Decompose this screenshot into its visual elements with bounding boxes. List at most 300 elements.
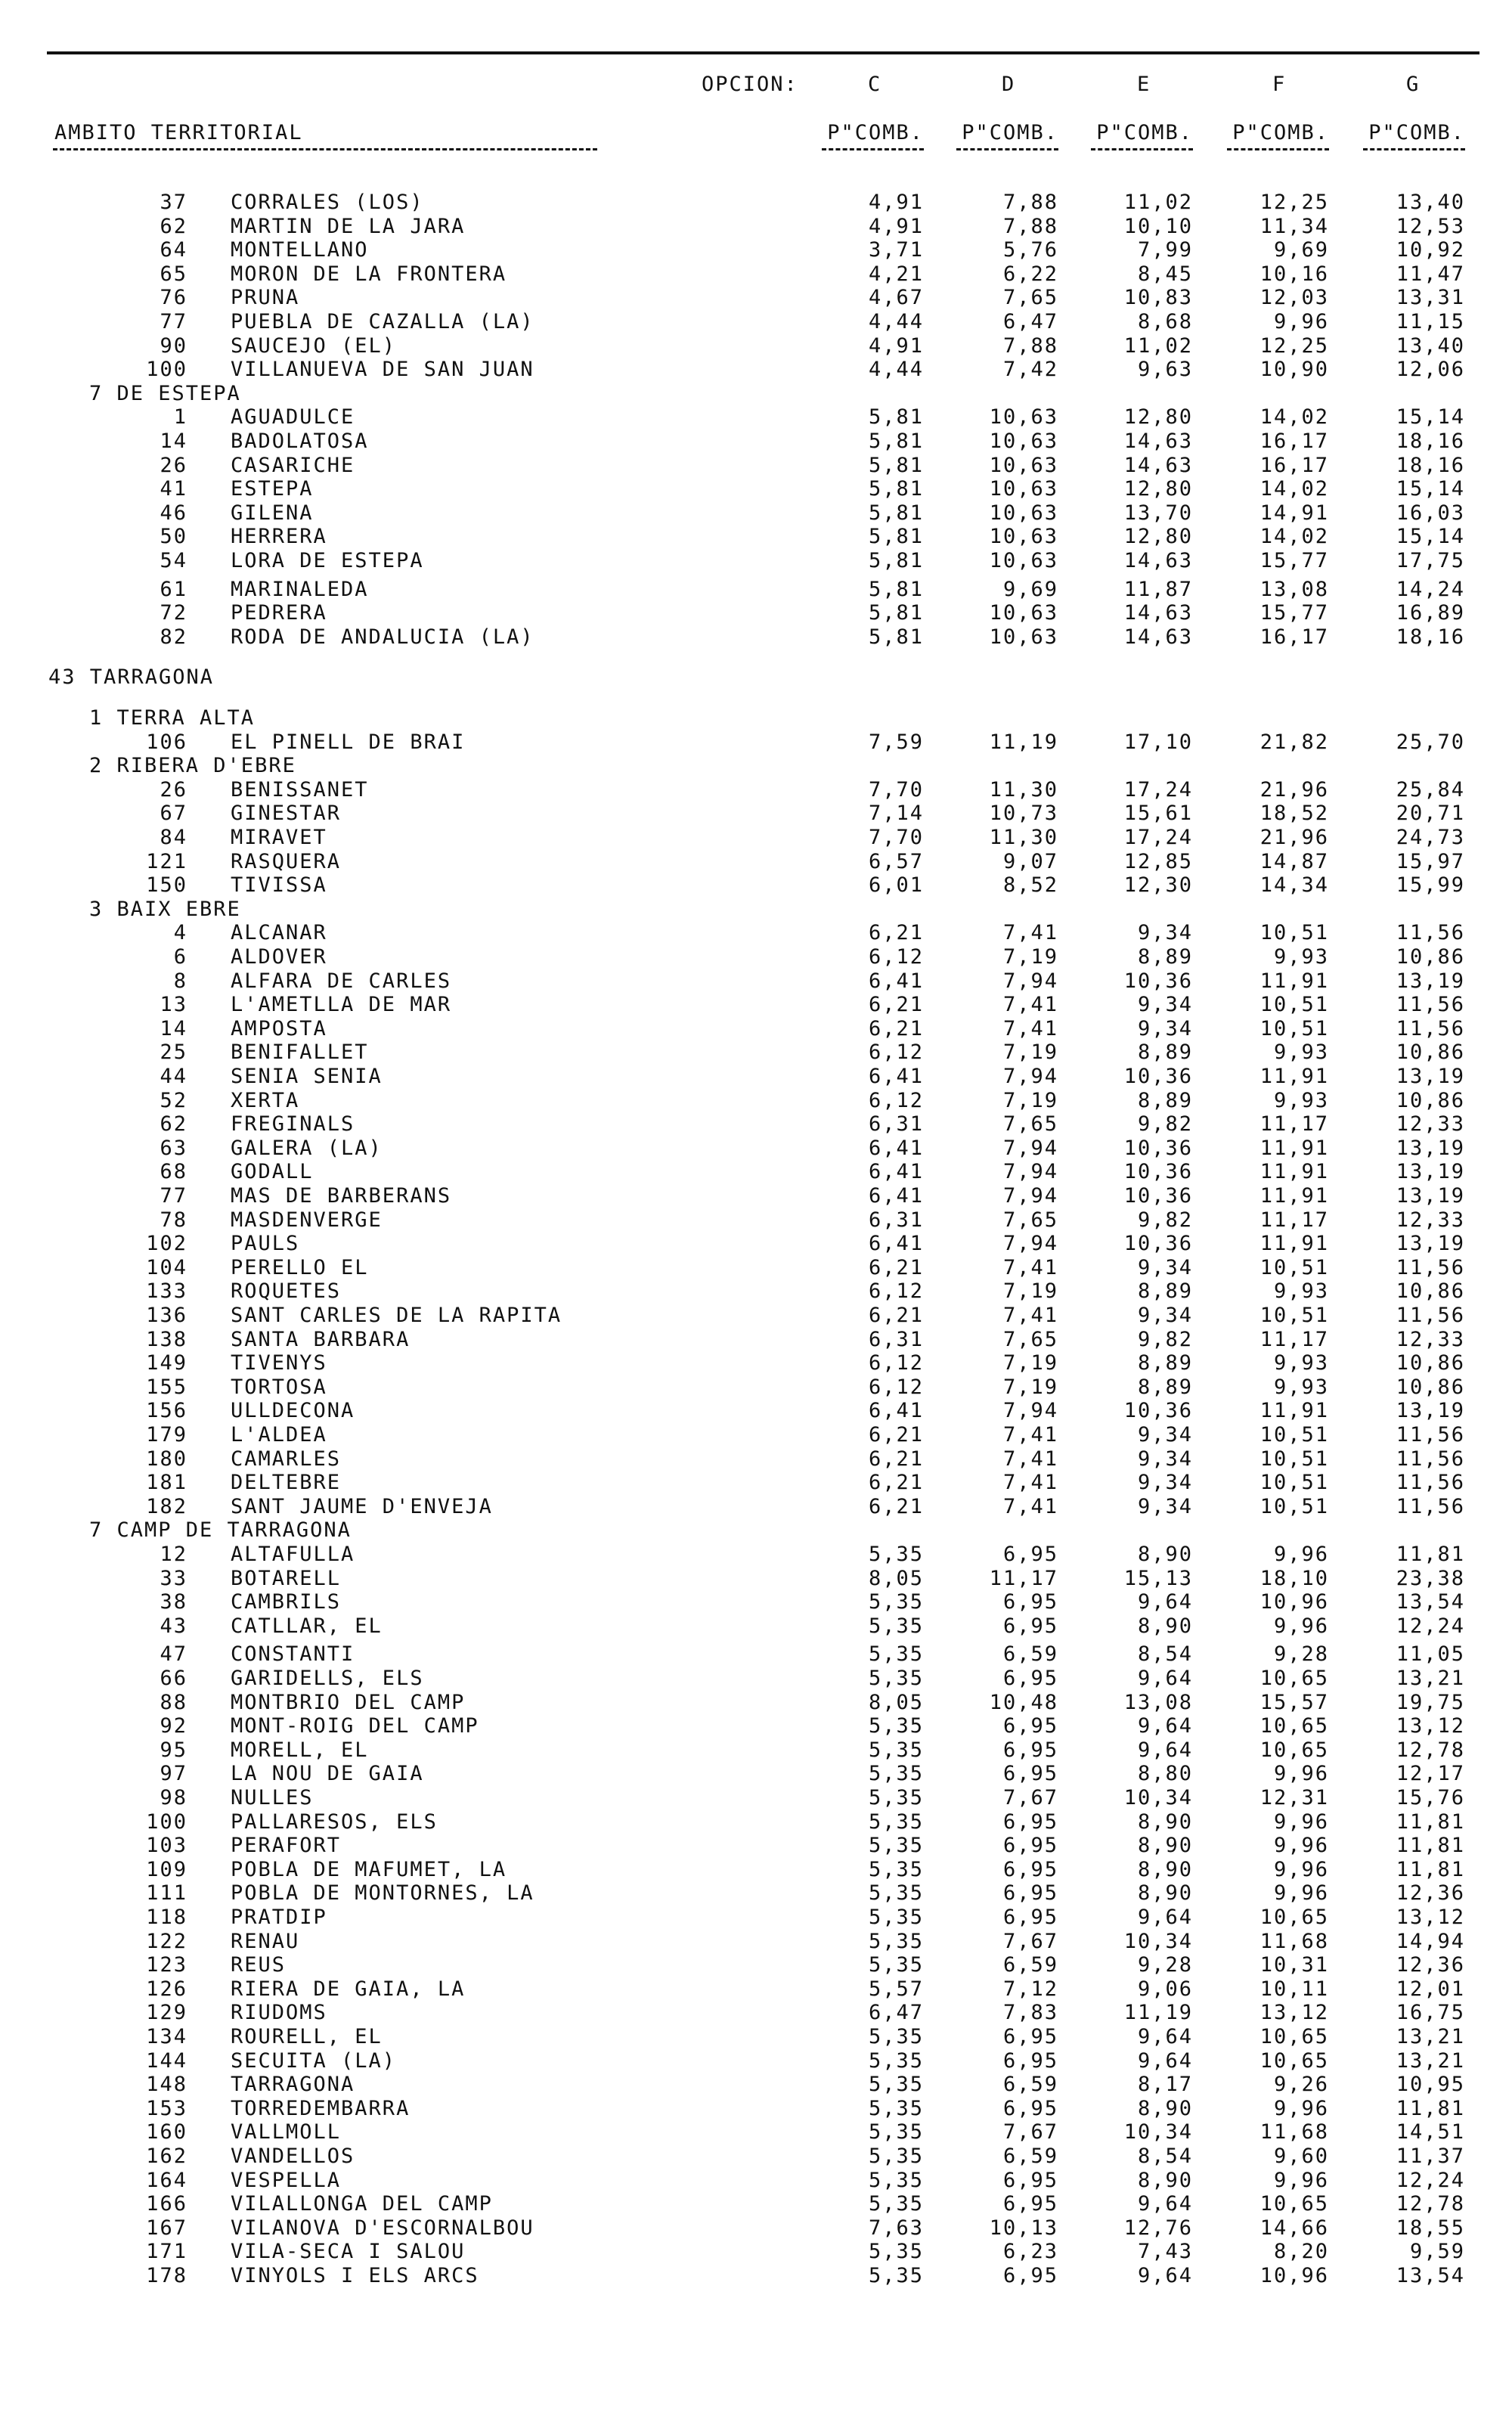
municipality-code: 123 [146, 1953, 187, 1977]
value-cell-e: 9,64 [1137, 2025, 1193, 2048]
value-cell-f: 9,26 [1273, 2073, 1329, 2097]
ambito-territorial-label: AMBITO TERRITORIAL [54, 121, 303, 144]
value-cell-e: 11,02 [1123, 333, 1193, 358]
value-cell-g: 11,56 [1396, 921, 1465, 945]
municipality-name: PALLARESOS, ELS [231, 1810, 438, 1834]
value-cell-d: 7,19 [1002, 1351, 1058, 1375]
value-cell-e: 9,82 [1137, 1208, 1193, 1232]
value-cell-d: 6,59 [1002, 2073, 1058, 2097]
municipality-code: 103 [146, 1834, 187, 1858]
value-cell-d: 10,63 [989, 525, 1058, 549]
value-cell-g: 13,19 [1396, 1136, 1465, 1160]
municipality-name: ALTAFULLA [231, 1543, 355, 1566]
municipality-code: 155 [146, 1375, 187, 1399]
municipality-name: RENAU [231, 1929, 300, 1953]
municipality-code: 149 [146, 1351, 187, 1375]
value-cell-f: 14,02 [1259, 405, 1329, 430]
column-underline [822, 148, 924, 150]
value-cell-d: 11,17 [989, 1566, 1058, 1590]
value-cell-f: 21,96 [1259, 777, 1329, 802]
value-cell-g: 19,75 [1396, 1690, 1465, 1714]
value-cell-d: 7,41 [1002, 1304, 1058, 1327]
value-cell-c: 6,21 [868, 993, 924, 1017]
value-cell-f: 21,96 [1259, 826, 1329, 849]
value-cell-c: 6,12 [868, 1040, 924, 1065]
value-cell-c: 5,35 [868, 2144, 924, 2168]
municipality-code: 43 [160, 1614, 187, 1638]
value-cell-c: 5,81 [868, 405, 924, 430]
option-header-d: D [1002, 73, 1016, 96]
municipality-name: MONT-ROIG DEL CAMP [231, 1714, 479, 1738]
value-cell-f: 9,60 [1273, 2144, 1329, 2168]
value-cell-f: 12,25 [1259, 333, 1329, 358]
value-cell-g: 13,12 [1396, 1714, 1465, 1738]
value-cell-g: 13,19 [1396, 1399, 1465, 1423]
value-cell-g: 18,55 [1396, 2216, 1465, 2240]
value-cell-c: 5,35 [868, 2240, 924, 2264]
value-cell-d: 6,95 [1002, 1543, 1058, 1566]
value-cell-d: 6,95 [1002, 1906, 1058, 1929]
value-cell-e: 9,06 [1137, 1977, 1193, 2001]
value-cell-f: 9,96 [1273, 1762, 1329, 1786]
value-cell-e: 9,34 [1137, 1423, 1193, 1447]
municipality-name: MONTBRIO DEL CAMP [231, 1690, 466, 1714]
municipality-code: 90 [160, 333, 187, 358]
value-cell-e: 8,89 [1137, 1040, 1193, 1065]
municipality-name: BOTARELL [231, 1566, 342, 1590]
province-heading: 43 TARRAGONA [48, 665, 215, 690]
value-cell-e: 7,43 [1137, 2240, 1193, 2264]
value-cell-c: 5,35 [868, 2264, 924, 2287]
municipality-code: 77 [160, 1184, 187, 1208]
value-cell-g: 18,16 [1396, 430, 1465, 453]
municipality-code: 106 [146, 730, 187, 754]
value-cell-c: 7,63 [868, 2216, 924, 2240]
value-cell-d: 8,52 [1002, 873, 1058, 898]
value-cell-f: 14,34 [1259, 873, 1329, 898]
municipality-name: CORRALES (LOS) [231, 191, 424, 214]
value-cell-c: 5,81 [868, 477, 924, 501]
value-cell-g: 11,56 [1396, 1471, 1465, 1495]
municipality-name: NULLES [231, 1786, 314, 1810]
municipality-code: 14 [160, 430, 187, 453]
value-cell-d: 7,19 [1002, 1040, 1058, 1065]
municipality-name: TORREDEMBARRA [231, 2096, 411, 2120]
value-cell-f: 11,34 [1259, 214, 1329, 238]
municipality-code: 181 [146, 1471, 187, 1495]
value-cell-f: 14,02 [1259, 477, 1329, 501]
value-cell-c: 6,41 [868, 1232, 924, 1256]
municipality-name: AGUADULCE [231, 405, 355, 430]
value-cell-c: 6,21 [868, 1471, 924, 1495]
value-cell-g: 15,97 [1396, 849, 1465, 873]
municipality-name: SAUCEJO (EL) [231, 333, 397, 358]
municipality-code: 72 [160, 601, 187, 625]
value-cell-c: 6,21 [868, 1255, 924, 1279]
value-cell-e: 15,61 [1123, 802, 1193, 826]
municipality-code: 136 [146, 1304, 187, 1327]
value-cell-g: 10,92 [1396, 238, 1465, 262]
value-cell-e: 8,89 [1137, 1375, 1193, 1399]
value-cell-g: 25,84 [1396, 777, 1465, 802]
value-cell-c: 4,91 [868, 191, 924, 214]
municipality-code: 129 [146, 2001, 187, 2025]
value-cell-d: 7,41 [1002, 1255, 1058, 1279]
value-cell-g: 16,89 [1396, 601, 1465, 625]
value-cell-g: 13,31 [1396, 286, 1465, 310]
value-cell-e: 8,89 [1137, 1088, 1193, 1112]
municipality-code: 95 [160, 1738, 187, 1762]
value-cell-g: 12,06 [1396, 358, 1465, 382]
municipality-code: 148 [146, 2073, 187, 2097]
value-cell-d: 6,95 [1002, 2264, 1058, 2287]
value-cell-d: 7,65 [1002, 286, 1058, 310]
value-cell-c: 5,35 [868, 2096, 924, 2120]
value-cell-d: 7,19 [1002, 1088, 1058, 1112]
municipality-name: PRUNA [231, 286, 300, 310]
value-cell-g: 11,81 [1396, 1543, 1465, 1566]
option-header-f: F [1272, 73, 1287, 96]
value-cell-f: 9,96 [1273, 1881, 1329, 1906]
value-cell-c: 5,35 [868, 1810, 924, 1834]
municipality-name: VILLANUEVA DE SAN JUAN [231, 358, 534, 382]
value-cell-f: 10,51 [1259, 993, 1329, 1017]
value-cell-g: 25,70 [1396, 730, 1465, 754]
municipality-name: CAMARLES [231, 1447, 342, 1471]
value-cell-e: 8,17 [1137, 2073, 1193, 2097]
municipality-code: 76 [160, 286, 187, 310]
value-cell-e: 15,13 [1123, 1566, 1193, 1590]
value-cell-g: 15,99 [1396, 873, 1465, 898]
value-cell-g: 11,05 [1396, 1642, 1465, 1667]
value-cell-c: 7,59 [868, 730, 924, 754]
value-cell-f: 11,17 [1259, 1208, 1329, 1232]
value-cell-d: 6,23 [1002, 2240, 1058, 2264]
value-cell-c: 5,81 [868, 577, 924, 601]
value-cell-e: 9,64 [1137, 1906, 1193, 1929]
value-cell-g: 13,19 [1396, 969, 1465, 993]
value-cell-f: 10,11 [1259, 1977, 1329, 2001]
value-cell-e: 10,36 [1123, 969, 1193, 993]
municipality-name: CAMBRILS [231, 1590, 342, 1614]
municipality-name: MARTIN DE LA JARA [231, 214, 466, 238]
value-cell-c: 6,12 [868, 1088, 924, 1112]
value-cell-g: 24,73 [1396, 826, 1465, 849]
value-cell-c: 7,14 [868, 802, 924, 826]
value-cell-f: 11,17 [1259, 1112, 1329, 1137]
value-cell-d: 7,19 [1002, 1375, 1058, 1399]
value-cell-d: 7,83 [1002, 2001, 1058, 2025]
value-cell-c: 6,57 [868, 849, 924, 873]
municipality-code: 77 [160, 310, 187, 333]
value-cell-g: 10,86 [1396, 1351, 1465, 1375]
municipality-code: 153 [146, 2096, 187, 2120]
value-cell-e: 10,36 [1123, 1136, 1193, 1160]
value-cell-g: 12,33 [1396, 1112, 1465, 1137]
value-cell-g: 10,95 [1396, 2073, 1465, 2097]
value-cell-f: 10,51 [1259, 1447, 1329, 1471]
value-cell-f: 10,96 [1259, 2264, 1329, 2287]
value-cell-c: 6,41 [868, 1399, 924, 1423]
value-cell-g: 13,54 [1396, 1590, 1465, 1614]
value-cell-e: 14,63 [1123, 430, 1193, 453]
municipality-name: XERTA [231, 1088, 300, 1112]
column-underline [1091, 148, 1193, 150]
column-header-pcomb: P"COMB. [827, 121, 924, 144]
value-cell-g: 11,56 [1396, 1423, 1465, 1447]
value-cell-f: 13,12 [1259, 2001, 1329, 2025]
municipality-name: PERELLO EL [231, 1255, 369, 1279]
value-cell-d: 6,95 [1002, 1667, 1058, 1690]
value-cell-e: 8,90 [1137, 1834, 1193, 1858]
column-header-pcomb: P"COMB. [1232, 121, 1329, 144]
column-header-pcomb: P"COMB. [1096, 121, 1193, 144]
value-cell-e: 10,36 [1123, 1232, 1193, 1256]
value-cell-e: 10,36 [1123, 1399, 1193, 1423]
municipality-name: GARIDELLS, ELS [231, 1667, 424, 1690]
municipality-code: 178 [146, 2264, 187, 2287]
value-cell-d: 7,41 [1002, 1494, 1058, 1518]
value-cell-g: 11,81 [1396, 1810, 1465, 1834]
value-cell-e: 10,34 [1123, 2120, 1193, 2144]
value-cell-f: 10,31 [1259, 1953, 1329, 1977]
value-cell-d: 7,67 [1002, 1786, 1058, 1810]
value-cell-f: 11,91 [1259, 1232, 1329, 1256]
column-header-pcomb: P"COMB. [962, 121, 1058, 144]
value-cell-d: 7,94 [1002, 1184, 1058, 1208]
municipality-name: MAS DE BARBERANS [231, 1184, 452, 1208]
municipality-code: 25 [160, 1040, 187, 1065]
value-cell-d: 6,95 [1002, 2192, 1058, 2216]
municipality-code: 54 [160, 549, 187, 572]
value-cell-d: 10,63 [989, 549, 1058, 572]
value-cell-c: 5,81 [868, 549, 924, 572]
value-cell-c: 4,21 [868, 262, 924, 286]
municipality-code: 88 [160, 1690, 187, 1714]
municipality-name: L'AMETLLA DE MAR [231, 993, 452, 1017]
value-cell-f: 21,82 [1259, 730, 1329, 754]
value-cell-g: 14,94 [1396, 1929, 1465, 1953]
value-cell-d: 7,94 [1002, 1399, 1058, 1423]
municipality-name: ALCANAR [231, 921, 327, 945]
municipality-code: 65 [160, 262, 187, 286]
value-cell-c: 5,35 [868, 2025, 924, 2048]
municipality-code: 33 [160, 1566, 187, 1590]
value-cell-e: 9,34 [1137, 1304, 1193, 1327]
value-cell-g: 15,14 [1396, 477, 1465, 501]
value-cell-d: 7,67 [1002, 2120, 1058, 2144]
value-cell-f: 10,51 [1259, 1423, 1329, 1447]
municipality-code: 171 [146, 2240, 187, 2264]
municipality-code: 82 [160, 625, 187, 649]
municipality-name: ESTEPA [231, 477, 314, 501]
value-cell-g: 13,21 [1396, 1667, 1465, 1690]
value-cell-c: 7,70 [868, 777, 924, 802]
value-cell-d: 10,63 [989, 501, 1058, 525]
value-cell-d: 6,59 [1002, 1642, 1058, 1667]
municipality-code: 104 [146, 1255, 187, 1279]
value-cell-d: 10,63 [989, 453, 1058, 477]
value-cell-e: 9,34 [1137, 921, 1193, 945]
value-cell-f: 11,91 [1259, 1184, 1329, 1208]
value-cell-g: 13,12 [1396, 1906, 1465, 1929]
value-cell-d: 7,41 [1002, 921, 1058, 945]
header-underline [53, 148, 597, 150]
municipality-name: BADOLATOSA [231, 430, 369, 453]
value-cell-c: 6,01 [868, 873, 924, 898]
municipality-name: DELTEBRE [231, 1471, 342, 1495]
value-cell-g: 12,24 [1396, 1614, 1465, 1638]
value-cell-d: 6,59 [1002, 1953, 1058, 1977]
value-cell-e: 11,87 [1123, 577, 1193, 601]
municipality-code: 50 [160, 525, 187, 549]
value-cell-g: 10,86 [1396, 1375, 1465, 1399]
municipality-code: 160 [146, 2120, 187, 2144]
value-cell-e: 13,70 [1123, 501, 1193, 525]
value-cell-g: 12,33 [1396, 1208, 1465, 1232]
value-cell-d: 7,94 [1002, 1065, 1058, 1088]
value-cell-f: 9,28 [1273, 1642, 1329, 1667]
municipality-code: 13 [160, 993, 187, 1017]
value-cell-g: 12,33 [1396, 1327, 1465, 1351]
value-cell-c: 5,35 [868, 1642, 924, 1667]
comarca-heading: 2 RIBERA D'EBRE [89, 754, 296, 778]
municipality-name: GINESTAR [231, 802, 342, 826]
value-cell-f: 12,03 [1259, 286, 1329, 310]
value-cell-e: 9,34 [1137, 993, 1193, 1017]
value-cell-f: 15,77 [1259, 601, 1329, 625]
value-cell-g: 10,86 [1396, 1088, 1465, 1112]
value-cell-e: 9,63 [1137, 358, 1193, 382]
municipality-code: 162 [146, 2144, 187, 2168]
value-cell-e: 7,99 [1137, 238, 1193, 262]
column-header-pcomb: P"COMB. [1368, 121, 1465, 144]
value-cell-f: 13,08 [1259, 577, 1329, 601]
value-cell-g: 13,21 [1396, 2025, 1465, 2048]
value-cell-f: 9,96 [1273, 1543, 1329, 1566]
column-underline [1363, 148, 1465, 150]
value-cell-c: 5,35 [868, 1543, 924, 1566]
value-cell-f: 10,65 [1259, 1738, 1329, 1762]
municipality-name: CASARICHE [231, 453, 355, 477]
value-cell-g: 11,47 [1396, 262, 1465, 286]
municipality-name: VILALLONGA DEL CAMP [231, 2192, 493, 2216]
value-cell-e: 9,64 [1137, 1738, 1193, 1762]
municipality-name: PUEBLA DE CAZALLA (LA) [231, 310, 534, 333]
municipality-code: 118 [146, 1906, 187, 1929]
value-cell-e: 9,82 [1137, 1327, 1193, 1351]
value-cell-g: 11,56 [1396, 993, 1465, 1017]
value-cell-e: 8,90 [1137, 2168, 1193, 2192]
value-cell-f: 10,51 [1259, 921, 1329, 945]
value-cell-g: 12,17 [1396, 1762, 1465, 1786]
value-cell-e: 9,64 [1137, 2264, 1193, 2287]
municipality-code: 68 [160, 1160, 187, 1184]
value-cell-e: 10,36 [1123, 1184, 1193, 1208]
value-cell-d: 6,95 [1002, 1857, 1058, 1881]
value-cell-e: 10,83 [1123, 286, 1193, 310]
municipality-name: VESPELLA [231, 2168, 342, 2192]
value-cell-f: 10,96 [1259, 1590, 1329, 1614]
municipality-name: LORA DE ESTEPA [231, 549, 424, 572]
value-cell-e: 8,90 [1137, 1881, 1193, 1906]
comarca-heading: 7 CAMP DE TARRAGONA [89, 1518, 352, 1543]
municipality-name: HERRERA [231, 525, 327, 549]
municipality-code: 63 [160, 1136, 187, 1160]
value-cell-f: 11,91 [1259, 969, 1329, 993]
value-cell-c: 5,35 [868, 1881, 924, 1906]
value-cell-e: 10,34 [1123, 1929, 1193, 1953]
value-cell-f: 10,65 [1259, 1906, 1329, 1929]
value-cell-e: 8,68 [1137, 310, 1193, 333]
municipality-name: MIRAVET [231, 826, 327, 849]
municipality-name: MORELL, EL [231, 1738, 369, 1762]
municipality-name: RASQUERA [231, 849, 342, 873]
value-cell-c: 5,81 [868, 525, 924, 549]
value-cell-g: 11,81 [1396, 1834, 1465, 1858]
municipality-name: ALFARA DE CARLES [231, 969, 452, 993]
value-cell-d: 10,63 [989, 625, 1058, 649]
value-cell-d: 7,41 [1002, 1423, 1058, 1447]
value-cell-d: 10,13 [989, 2216, 1058, 2240]
value-cell-c: 4,91 [868, 333, 924, 358]
value-cell-e: 8,89 [1137, 1279, 1193, 1304]
municipality-name: SANT JAUME D'ENVEJA [231, 1494, 493, 1518]
value-cell-g: 12,36 [1396, 1953, 1465, 1977]
option-header-g: G [1406, 73, 1421, 96]
municipality-code: 62 [160, 214, 187, 238]
municipality-code: 102 [146, 1232, 187, 1256]
municipality-name: PAULS [231, 1232, 300, 1256]
value-cell-e: 9,28 [1137, 1953, 1193, 1977]
value-cell-e: 9,34 [1137, 1471, 1193, 1495]
value-cell-e: 9,34 [1137, 1494, 1193, 1518]
value-cell-c: 4,44 [868, 310, 924, 333]
value-cell-d: 7,65 [1002, 1112, 1058, 1137]
value-cell-f: 10,51 [1259, 1471, 1329, 1495]
value-cell-c: 7,70 [868, 826, 924, 849]
value-cell-c: 5,35 [868, 1590, 924, 1614]
municipality-name: MASDENVERGE [231, 1208, 383, 1232]
municipality-name: VINYOLS I ELS ARCS [231, 2264, 479, 2287]
value-cell-d: 7,94 [1002, 969, 1058, 993]
value-cell-c: 6,21 [868, 1423, 924, 1447]
value-cell-c: 5,81 [868, 501, 924, 525]
municipality-name: BENISSANET [231, 777, 369, 802]
municipality-name: ALDOVER [231, 945, 327, 969]
municipality-name: CATLLAR, EL [231, 1614, 383, 1638]
municipality-code: 179 [146, 1423, 187, 1447]
value-cell-e: 17,24 [1123, 777, 1193, 802]
municipality-name: TARRAGONA [231, 2073, 355, 2097]
value-cell-f: 11,68 [1259, 1929, 1329, 1953]
value-cell-e: 10,36 [1123, 1065, 1193, 1088]
municipality-name: FREGINALS [231, 1112, 355, 1137]
value-cell-f: 16,17 [1259, 430, 1329, 453]
value-cell-d: 6,95 [1002, 1714, 1058, 1738]
value-cell-d: 7,19 [1002, 945, 1058, 969]
value-cell-e: 8,89 [1137, 945, 1193, 969]
value-cell-d: 6,95 [1002, 1590, 1058, 1614]
value-cell-g: 10,86 [1396, 1279, 1465, 1304]
value-cell-f: 10,51 [1259, 1255, 1329, 1279]
value-cell-c: 5,35 [868, 1667, 924, 1690]
municipality-name: BENIFALLET [231, 1040, 369, 1065]
municipality-code: 111 [146, 1881, 187, 1906]
value-cell-g: 13,54 [1396, 2264, 1465, 2287]
value-cell-d: 7,41 [1002, 1471, 1058, 1495]
value-cell-c: 5,35 [868, 2073, 924, 2097]
